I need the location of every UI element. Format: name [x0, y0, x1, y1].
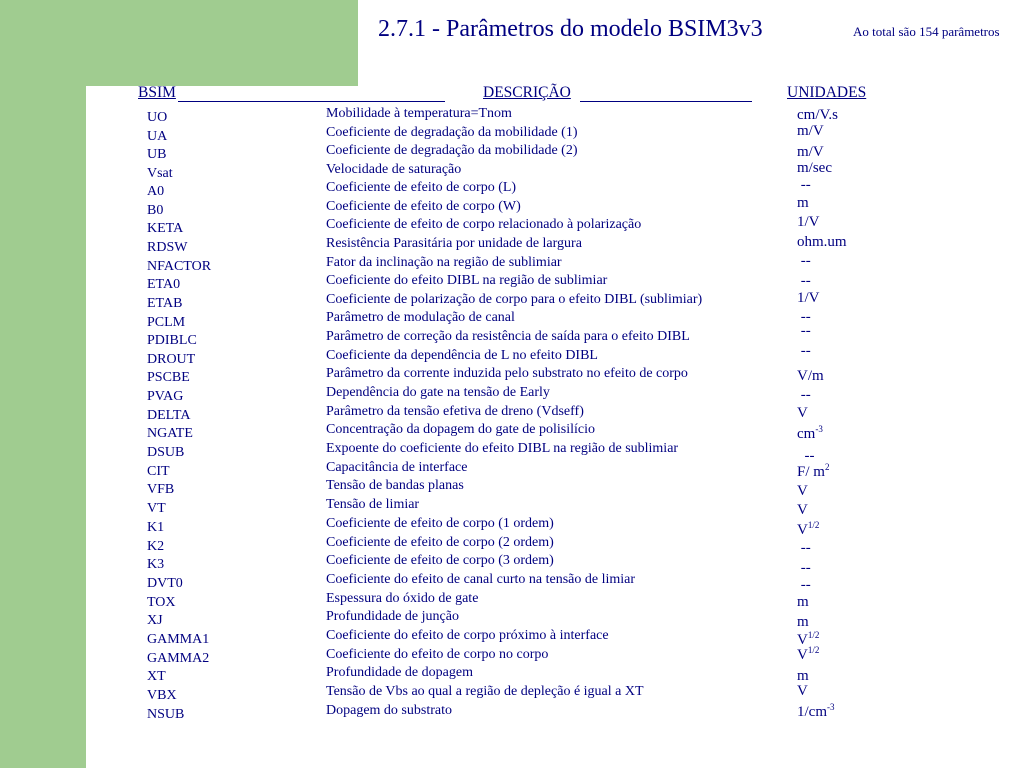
param-description-gamma1: Coeficiente do efeito de corpo próximo à interface: [326, 628, 609, 643]
unit-text: --: [797, 540, 811, 556]
param-unit-ub: [797, 144, 824, 160]
param-unit-pdiblc: [797, 323, 811, 339]
unit-text: --: [797, 273, 811, 289]
param-unit-uo: [797, 107, 838, 123]
unit-text: --: [797, 177, 811, 193]
param-description-drout: Coeficiente da dependência de L no efeito DIBL: [326, 348, 598, 363]
unit-text: V: [797, 632, 808, 648]
param-unit-vt: [797, 502, 808, 518]
param-description-pscbe: Parâmetro da corrente induzida pelo substrato no efeito de corpo: [326, 366, 688, 381]
param-name-a0: A0: [147, 184, 165, 199]
param-description-eta0: Coeficiente do efeito DIBL na região de sublimiar: [326, 273, 608, 288]
unit-text: V: [797, 647, 808, 663]
param-unit-nsub: [797, 704, 835, 720]
param-unit-vfb: [797, 483, 808, 499]
param-unit-a0: [797, 177, 811, 193]
param-name-k1: K1: [147, 520, 165, 535]
param-description-tox: Espessura do óxido de gate: [326, 591, 479, 606]
param-description-vsat: Velocidade de saturação: [326, 162, 462, 177]
param-unit-pscbe: [797, 368, 824, 384]
unit-text: V: [797, 502, 808, 518]
param-unit-drout: [797, 343, 811, 359]
unit-text: --: [797, 343, 811, 359]
param-description-pvag: Dependência do gate na tensão de Early: [326, 385, 550, 400]
param-unit-gamma2: [797, 647, 819, 663]
param-description-k1: Coeficiente de efeito de corpo (1 ordem): [326, 516, 554, 531]
param-unit-xj: [797, 614, 809, 630]
param-name-pdiblc: PDIBLC: [147, 333, 197, 348]
param-description-ngate: Concentração da dopagem do gate de polisilício: [326, 422, 596, 437]
param-description-vt: Tensão de limiar: [326, 497, 420, 512]
param-description-dvt0: Coeficiente do efeito de canal curto na tensão de limiar: [326, 572, 636, 587]
unit-text: --: [797, 323, 811, 339]
param-description-vfb: Tensão de bandas planas: [326, 478, 464, 493]
param-description-gamma2: Coeficiente do efeito de corpo no corpo: [326, 647, 549, 662]
unit-exponent: 2: [824, 462, 830, 472]
unit-text: --: [797, 253, 811, 269]
param-name-b0: B0: [147, 203, 164, 218]
param-description-xt: Profundidade de dopagem: [326, 665, 473, 680]
param-description-xj: Profundidade de junção: [326, 609, 459, 624]
param-name-pscbe: PSCBE: [147, 370, 190, 385]
param-name-nfactor: NFACTOR: [147, 259, 212, 274]
param-unit-vbx: [797, 683, 808, 699]
unit-text: --: [797, 448, 815, 464]
param-name-xj: XJ: [147, 613, 163, 628]
param-name-gamma1: GAMMA1: [147, 632, 210, 647]
param-name-uo: UO: [147, 110, 168, 125]
param-unit-rdsw: [797, 234, 847, 250]
unit-text: V/m: [797, 368, 824, 384]
unit-exponent: -3: [815, 424, 823, 434]
unit-text: 1/cm: [797, 704, 827, 720]
header-description: DESCRIÇÃO: [483, 84, 571, 101]
param-name-pclm: PCLM: [147, 315, 186, 330]
unit-text: cm/V.s: [797, 107, 838, 123]
unit-text: m: [797, 668, 809, 684]
param-name-gamma2: GAMMA2: [147, 651, 210, 666]
param-name-k2: K2: [147, 539, 165, 554]
param-unit-nfactor: [797, 253, 811, 269]
unit-text: --: [797, 560, 811, 576]
unit-text: V: [797, 522, 808, 538]
param-description-dsub: Expoente do coeficiente do efeito DIBL na região de sublimiar: [326, 441, 679, 456]
param-name-rdsw: RDSW: [147, 240, 188, 255]
unit-text: V: [797, 405, 808, 421]
unit-text: V: [797, 683, 808, 699]
param-description-ua: Coeficiente de degradação da mobilidade (1): [326, 125, 578, 140]
param-description-uo: Mobilidade à temperatura=Tnom: [326, 106, 512, 121]
param-unit-pvag: [797, 387, 811, 403]
param-name-vt: VT: [147, 501, 166, 516]
header-underline-bsim: [178, 101, 445, 102]
param-description-nsub: Dopagem do substrato: [326, 703, 452, 718]
param-description-ub: Coeficiente de degradação da mobilidade (2): [326, 143, 578, 158]
param-unit-dvt0: [797, 577, 811, 593]
unit-text: m/V: [797, 144, 824, 160]
param-unit-ngate: [797, 426, 823, 442]
param-unit-ua: [797, 123, 824, 139]
param-description-nfactor: Fator da inclinação na região de sublimiar: [326, 255, 562, 270]
unit-text: 1/V: [797, 214, 820, 230]
unit-exponent: 1/2: [807, 645, 820, 655]
header-units: UNIDADES: [787, 84, 867, 101]
green-left-band: [0, 0, 86, 768]
param-name-vsat: Vsat: [147, 166, 173, 181]
unit-text: 1/V: [797, 290, 820, 306]
param-name-cit: CIT: [147, 464, 170, 479]
param-name-k3: K3: [147, 557, 165, 572]
param-description-a0: Coeficiente de efeito de corpo (L): [326, 180, 517, 195]
param-unit-vsat: [797, 160, 832, 176]
param-name-vfb: VFB: [147, 482, 175, 497]
unit-text: --: [797, 309, 811, 325]
unit-exponent: 1/2: [807, 630, 820, 640]
unit-text: --: [797, 577, 811, 593]
param-name-nsub: NSUB: [147, 707, 185, 722]
param-description-rdsw: Resistência Parasitária por unidade de largura: [326, 236, 582, 251]
header-underline-description: [580, 101, 752, 102]
param-name-drout: DROUT: [147, 352, 196, 367]
param-name-vbx: VBX: [147, 688, 177, 703]
param-description-vbx: Tensão de Vbs ao qual a região de depleção é igual a XT: [326, 684, 644, 699]
param-unit-cit: [797, 464, 829, 480]
param-name-xt: XT: [147, 669, 166, 684]
unit-exponent: -3: [827, 702, 835, 712]
unit-text: --: [797, 387, 811, 403]
header-bsim: BSIM: [138, 84, 176, 101]
unit-text: m/sec: [797, 160, 832, 176]
param-unit-k2: [797, 540, 811, 556]
param-description-k3: Coeficiente de efeito de corpo (3 ordem): [326, 553, 554, 568]
unit-text: m: [797, 594, 809, 610]
param-name-tox: TOX: [147, 595, 176, 610]
unit-text: m: [797, 614, 809, 630]
unit-text: F/ m: [797, 464, 825, 480]
param-description-keta: Coeficiente de efeito de corpo relacionado à polarização: [326, 217, 642, 232]
unit-exponent: 1/2: [807, 520, 820, 530]
corner-curve: [86, 86, 146, 146]
param-unit-k3: [797, 560, 811, 576]
param-description-cit: Capacitância de interface: [326, 460, 468, 475]
unit-text: V: [797, 483, 808, 499]
param-description-k2: Coeficiente de efeito de corpo (2 ordem): [326, 535, 554, 550]
param-name-dvt0: DVT0: [147, 576, 183, 591]
param-unit-keta: [797, 214, 820, 230]
unit-text: m/V: [797, 123, 824, 139]
unit-text: cm: [797, 426, 816, 442]
param-name-etab: ETAB: [147, 296, 183, 311]
param-name-ua: UA: [147, 129, 168, 144]
unit-text: m: [797, 195, 809, 211]
param-unit-delta: [797, 405, 808, 421]
param-name-delta: DELTA: [147, 408, 191, 423]
param-unit-tox: [797, 594, 809, 610]
param-unit-b0: [797, 195, 809, 211]
page-title: 2.7.1 - Parâmetros do modelo BSIM3v3: [378, 16, 763, 42]
param-unit-etab: [797, 290, 820, 306]
param-unit-dsub: [797, 448, 815, 464]
param-description-delta: Parâmetro da tensão efetiva de dreno (Vdseff): [326, 404, 584, 419]
parameter-count-note: Ao total são 154 parâmetros: [853, 24, 1000, 39]
param-name-ub: UB: [147, 147, 167, 162]
param-description-etab: Coeficiente de polarização de corpo para o efeito DIBL (sublimiar): [326, 292, 703, 307]
param-unit-k1: [797, 522, 819, 538]
param-name-dsub: DSUB: [147, 445, 185, 460]
param-name-pvag: PVAG: [147, 389, 184, 404]
param-name-keta: KETA: [147, 221, 184, 236]
param-name-ngate: NGATE: [147, 426, 193, 441]
param-unit-eta0: [797, 273, 811, 289]
param-unit-xt: [797, 668, 809, 684]
param-description-b0: Coeficiente de efeito de corpo (W): [326, 199, 521, 214]
param-description-pclm: Parâmetro de modulação de canal: [326, 310, 515, 325]
unit-text: ohm.um: [797, 234, 847, 250]
param-description-pdiblc: Parâmetro de correção da resistência de saída para o efeito DIBL: [326, 329, 690, 344]
param-name-eta0: ETA0: [147, 277, 181, 292]
